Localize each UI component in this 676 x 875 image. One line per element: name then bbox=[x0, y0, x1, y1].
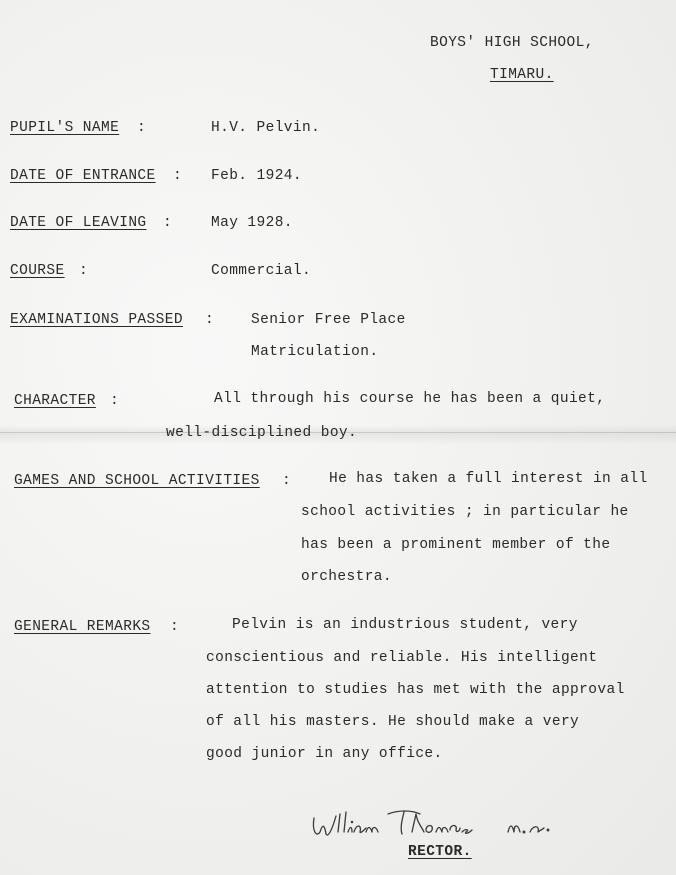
games-line-1: He has taken a full interest in all bbox=[329, 471, 648, 487]
date-leaving-label: DATE OF LEAVING bbox=[10, 215, 147, 231]
date-leaving-value: May 1928. bbox=[211, 215, 293, 231]
date-entrance-value: Feb. 1924. bbox=[211, 168, 303, 184]
pupil-name-label: PUPIL'S NAME bbox=[10, 120, 120, 136]
games-line-4: orchestra. bbox=[301, 569, 393, 585]
remarks-line-3: attention to studies has met with the approval bbox=[206, 682, 625, 698]
examinations-line-1: Senior Free Place bbox=[251, 312, 406, 328]
date-entrance-label: DATE OF ENTRANCE bbox=[10, 168, 156, 184]
school-name: BOYS' HIGH SCHOOL, bbox=[430, 35, 594, 51]
course-label: COURSE bbox=[10, 263, 65, 279]
games-line-2: school activities ; in particular he bbox=[301, 504, 629, 520]
school-town: TIMARU. bbox=[490, 67, 554, 83]
character-line-2: well-disciplined boy. bbox=[166, 425, 358, 441]
games-line-3: has been a prominent member of the bbox=[301, 537, 611, 553]
course-colon: : bbox=[79, 263, 89, 279]
course-value: Commercial. bbox=[211, 263, 312, 279]
examinations-line-2: Matriculation. bbox=[251, 344, 379, 360]
date-leaving-colon: : bbox=[163, 215, 173, 231]
date-entrance-colon: : bbox=[173, 168, 183, 184]
remarks-line-1: Pelvin is an industrious student, very bbox=[232, 617, 578, 633]
pupil-name-colon: : bbox=[137, 120, 147, 136]
remarks-line-5: good junior in any office. bbox=[206, 746, 443, 762]
games-label: GAMES AND SCHOOL ACTIVITIES bbox=[14, 473, 260, 489]
remarks-line-2: conscientious and reliable. His intelligent bbox=[206, 650, 598, 666]
character-colon: : bbox=[110, 393, 120, 409]
games-colon: : bbox=[282, 473, 292, 489]
remarks-line-4: of all his masters. He should make a very bbox=[206, 714, 580, 730]
rector-title: RECTOR. bbox=[408, 844, 472, 860]
pupil-name-value: H.V. Pelvin. bbox=[211, 120, 321, 136]
character-label: CHARACTER bbox=[14, 393, 96, 409]
examinations-label: EXAMINATIONS PASSED bbox=[10, 312, 183, 328]
character-line-1: All through his course he has been a quiet, bbox=[214, 391, 606, 407]
remarks-colon: : bbox=[170, 619, 180, 635]
examinations-colon: : bbox=[205, 312, 215, 328]
rector-signature bbox=[308, 800, 578, 848]
remarks-label: GENERAL REMARKS bbox=[14, 619, 151, 635]
